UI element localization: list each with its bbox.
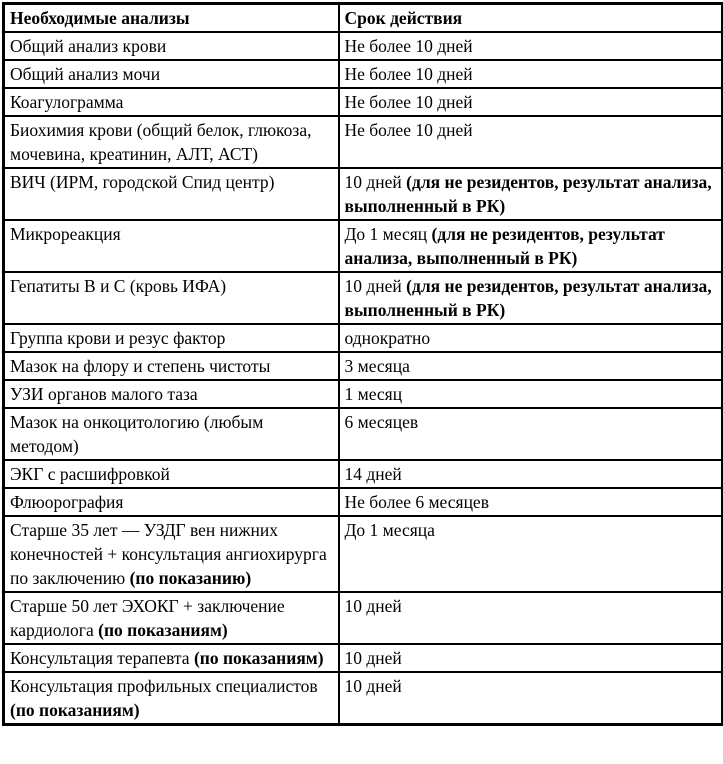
table-row	[4, 272, 723, 324]
table-row	[4, 88, 723, 116]
term-cell-text: Не более 10 дней	[344, 92, 473, 112]
analysis-cell	[4, 516, 339, 592]
analysis-cell-bold-note: (по показанию)	[129, 568, 252, 588]
term-cell	[339, 168, 723, 220]
table-row	[4, 644, 723, 672]
term-cell	[339, 516, 723, 592]
analysis-cell-bold-note: (по показаниям)	[193, 648, 324, 668]
term-cell-text: Не более 10 дней	[344, 120, 473, 140]
term-cell	[339, 488, 723, 516]
analysis-cell-text: Общий анализ крови	[10, 36, 167, 56]
analysis-cell-text: Старше 50 лет ЭХОКГ + заключение кардиолога	[10, 596, 285, 640]
analysis-cell-bold-note: (по показаниям)	[10, 700, 140, 720]
analysis-cell-text: Старше 35 лет — УЗДГ вен нижних конечностей + консультация ангиохирурга по заключению	[10, 520, 327, 588]
analysis-cell	[4, 460, 339, 488]
term-cell-text: 10 дней	[344, 276, 407, 296]
term-cell-text: 10 дней	[344, 596, 402, 616]
term-cell	[339, 408, 723, 460]
table-row	[4, 460, 723, 488]
analysis-cell	[4, 272, 339, 324]
table-row	[4, 592, 723, 644]
term-cell-text: Не более 10 дней	[344, 64, 473, 84]
analysis-cell-text: Флюорография	[10, 492, 124, 512]
term-cell-text: До 1 месяца	[344, 520, 435, 540]
term-cell	[339, 60, 723, 88]
analysis-cell	[4, 408, 339, 460]
analysis-cell-text: Гепатиты В и С (кровь ИФА)	[10, 276, 227, 296]
term-cell-bold-note: (для не резидентов, результат анализа, выполненный в РК)	[344, 276, 712, 320]
term-cell-text: 10 дней	[344, 172, 407, 192]
term-cell-text: 6 месяцев	[344, 412, 419, 432]
analysis-cell	[4, 672, 339, 725]
term-cell-text: 10 дней	[344, 676, 402, 696]
term-cell-text: До 1 месяц	[344, 224, 432, 244]
analysis-cell-text: Консультация профильных специалистов	[10, 676, 318, 696]
analysis-cell	[4, 488, 339, 516]
term-cell-bold-note: (для не резидентов, результат анализа, выполненный в РК)	[344, 224, 665, 268]
term-cell-text: Не более 6 месяцев	[344, 492, 489, 512]
table-row	[4, 324, 723, 352]
analysis-cell	[4, 644, 339, 672]
table-row	[4, 116, 723, 168]
table-row	[4, 672, 723, 725]
analysis-cell	[4, 116, 339, 168]
analysis-cell	[4, 168, 339, 220]
analysis-cell-text: Группа крови и резус фактор	[10, 328, 226, 348]
term-cell	[339, 272, 723, 324]
analysis-cell	[4, 220, 339, 272]
analysis-cell-text: ВИЧ (ИРМ, городской Спид центр)	[10, 172, 275, 192]
analysis-cell	[4, 32, 339, 60]
analysis-cell-text: Мазок на флору и степень чистоты	[10, 356, 271, 376]
analysis-cell-text: Мазок на онкоцитологию (любым методом)	[10, 412, 264, 456]
analysis-cell-text: Коагулограмма	[10, 92, 124, 112]
analysis-cell	[4, 324, 339, 352]
term-cell	[339, 672, 723, 725]
analysis-cell-text: УЗИ органов малого таза	[10, 384, 198, 404]
analysis-cell-text: Общий анализ мочи	[10, 64, 161, 84]
term-cell	[339, 460, 723, 488]
table-row	[4, 32, 723, 60]
term-cell	[339, 644, 723, 672]
term-cell	[339, 32, 723, 60]
table-row	[4, 60, 723, 88]
analysis-cell	[4, 88, 339, 116]
analyses-table	[2, 2, 723, 726]
table-row	[4, 408, 723, 460]
term-cell-text: Не более 10 дней	[344, 36, 473, 56]
analysis-cell	[4, 60, 339, 88]
analysis-cell	[4, 380, 339, 408]
term-cell-text: 14 дней	[344, 464, 402, 484]
table-row	[4, 516, 723, 592]
term-cell	[339, 380, 723, 408]
table-row	[4, 352, 723, 380]
term-cell-text: 10 дней	[344, 648, 402, 668]
term-cell	[339, 324, 723, 352]
column-header-term: Срок действия	[339, 4, 723, 33]
term-cell	[339, 352, 723, 380]
analysis-cell-text: ЭКГ с расшифровкой	[10, 464, 170, 484]
term-cell	[339, 88, 723, 116]
analysis-cell	[4, 352, 339, 380]
term-cell	[339, 220, 723, 272]
term-cell-text: однократно	[344, 328, 431, 348]
table-row	[4, 488, 723, 516]
table-body	[4, 32, 723, 725]
analysis-cell-text: Микрореакция	[10, 224, 121, 244]
analysis-cell-text: Биохимия крови (общий белок, глюкоза, мочевина, креатинин, АЛТ, АСТ)	[10, 120, 312, 164]
term-cell-text: 3 месяца	[344, 356, 410, 376]
analysis-cell	[4, 592, 339, 644]
table-header-row	[4, 4, 723, 33]
table-row	[4, 168, 723, 220]
term-cell-bold-note: (для не резидентов, результат анализа, выполненный в РК)	[344, 172, 712, 216]
table-row	[4, 220, 723, 272]
analysis-cell-bold-note: (по показаниям)	[98, 620, 228, 640]
term-cell	[339, 592, 723, 644]
term-cell-text: 1 месяц	[344, 384, 403, 404]
analysis-cell-text: Консультация терапевта	[10, 648, 194, 668]
column-header-analyses: Необходимые анализы	[4, 4, 339, 33]
table-row	[4, 380, 723, 408]
term-cell	[339, 116, 723, 168]
